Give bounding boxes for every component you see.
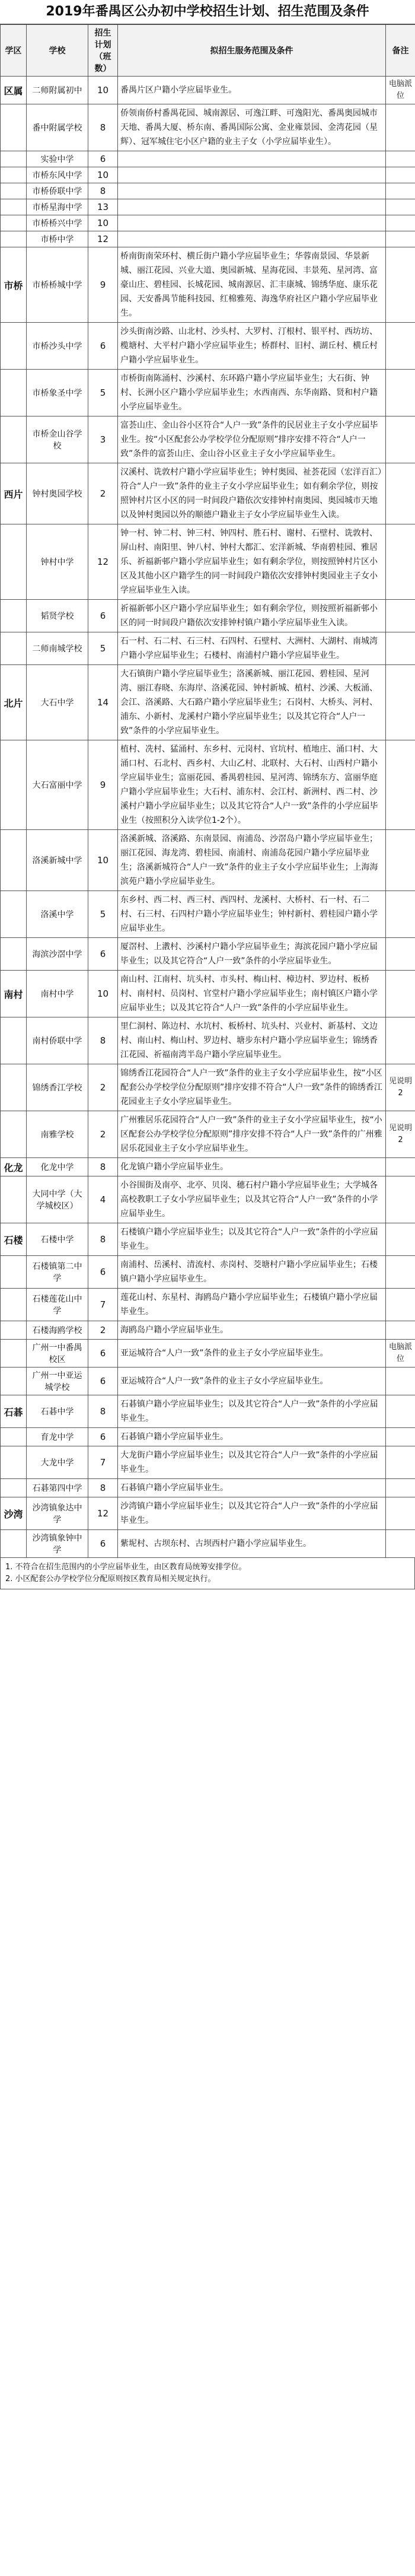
table-row xyxy=(1,891,415,938)
plan-cell: 12 xyxy=(88,1497,118,1530)
remark-cell xyxy=(386,891,415,938)
scope-cell: 广州雅居乐花园符合“人户一致”条件的业主子女小学应届毕业生，按“小区配套公办学校学位分配原则”排序安排不符合“人户一致”条件的广州雅居乐花园业主子女小学应届毕业生。 xyxy=(118,1111,386,1158)
remark-cell xyxy=(386,1367,415,1395)
table-row xyxy=(1,199,415,215)
district-cell xyxy=(1,830,27,891)
remark-cell: 电脑派位 xyxy=(386,1340,415,1367)
remark-cell xyxy=(386,463,415,524)
table-row xyxy=(1,1064,415,1111)
note-1: 1. 不符合在招生范围内的小学应届毕业生，由区教育局统筹安排学位。 xyxy=(5,1563,247,1572)
school-cell: 石楼中学 xyxy=(27,1223,88,1256)
district-cell xyxy=(1,167,27,183)
plan-cell: 5 xyxy=(88,370,118,416)
district-cell xyxy=(1,740,27,830)
district-cell: 化龙 xyxy=(1,1158,27,1176)
district-cell xyxy=(1,600,27,632)
district-cell xyxy=(1,1479,27,1497)
school-cell: 南村中学 xyxy=(27,971,88,1017)
plan-cell: 6 xyxy=(88,938,118,971)
scope-cell: 石楼镇户籍小学应届毕业生；以及其它符合“人户一致”条件的小学应届毕业生。 xyxy=(118,1223,386,1256)
table-row xyxy=(1,1158,415,1176)
remark-cell xyxy=(386,183,415,199)
table-body xyxy=(1,77,415,1558)
plan-cell: 7 xyxy=(88,1289,118,1321)
plan-cell: 10 xyxy=(88,215,118,231)
school-cell: 石楼海鸥学校 xyxy=(27,1321,88,1340)
table-row xyxy=(1,740,415,830)
scope-cell: 石碁镇户籍小学应届毕业生。 xyxy=(118,1479,386,1497)
table-row xyxy=(1,1111,415,1158)
school-cell: 实验中学 xyxy=(27,151,88,167)
school-cell: 南雅学校 xyxy=(27,1111,88,1158)
district-cell xyxy=(1,1530,27,1558)
plan-cell: 8 xyxy=(88,104,118,151)
scope-cell: 东乡村、西二村、西三村、西四村、龙溪村、大桥村、石一村、石二村、石三村、石四村户籍小学应届毕业生；钟村新村、碧桂园户籍小学应届毕业生。 xyxy=(118,891,386,938)
remark-cell: 电脑派位 xyxy=(386,77,415,104)
table-row xyxy=(1,632,415,665)
school-cell: 石楼莲花山中学 xyxy=(27,1289,88,1321)
table-row xyxy=(1,1367,415,1395)
school-cell: 海滨沙滘中学 xyxy=(27,938,88,971)
school-cell: 市桥东风中学 xyxy=(27,167,88,183)
scope-cell: 南山村、江南村、坑头村、市头村、梅山村、樟边村、罗边村、板桥村、南村村、员岗村、官堂村户籍小学应届毕业生；南村镇区户籍小学应届毕业生；以及其它符合“人户一致”条件的小学应届毕业生。 xyxy=(118,971,386,1017)
plan-cell: 8 xyxy=(88,1017,118,1064)
district-cell xyxy=(1,104,27,151)
plan-cell: 8 xyxy=(88,1479,118,1497)
notes xyxy=(0,1558,415,1589)
table-row xyxy=(1,1530,415,1558)
scope-cell: 南浦村、岳溪村、清流村、赤岗村、茭塘村户籍小学应届毕业生；石楼镇户籍小学应届毕业生。 xyxy=(118,1256,386,1289)
district-cell xyxy=(1,416,27,463)
remark-cell xyxy=(386,1223,415,1256)
plan-cell: 6 xyxy=(88,323,118,370)
district-cell: 西片 xyxy=(1,463,27,524)
remark-cell xyxy=(386,167,415,183)
page-title: 2019年番禺区公办初中学校招生计划、招生范围及条件 xyxy=(0,0,415,24)
table-row xyxy=(1,104,415,151)
remark-cell xyxy=(386,971,415,1017)
school-cell: 市桥星海中学 xyxy=(27,199,88,215)
table-row xyxy=(1,665,415,740)
remark-cell xyxy=(386,600,415,632)
table-row xyxy=(1,183,415,199)
remark-cell xyxy=(386,231,415,247)
school-cell: 大龙中学 xyxy=(27,1446,88,1479)
school-cell: 广州一中番禺校区 xyxy=(27,1340,88,1367)
district-cell xyxy=(1,323,27,370)
scope-cell: 汉溪村、诜敦村户籍小学应届毕业生；钟村奥园、祉荟花园（宏洋百汇）符合“人户一致”条件的业主子女小学应届毕业生；如有剩余学位，则按照钟村片区小区的同一时间段户籍依次安排钟村南奥园、奥园城市天地以及钟村奥园以外的顺德户籍业主子女小学应届毕业生入读。 xyxy=(118,463,386,524)
remark-cell xyxy=(386,104,415,151)
table-row xyxy=(1,1017,415,1064)
remark-cell xyxy=(386,416,415,463)
remark-cell xyxy=(386,323,415,370)
scope-cell: 里仁洞村、陈边村、水坑村、板桥村、坑头村、兴业村、新基村、文边村、南山村、梅山村、罗边村、塘步东村户籍小学应届毕业生；锦绣香江花园、祈福南湾半岛户籍小学应届毕业生。 xyxy=(118,1017,386,1064)
scope-cell: 洛溪新城、洛溪路、东南景园、南浦岛、沙滘岛户籍小学应届毕业生；丽江花园、海龙湾、碧桂园、南浦村、南浦岛花园户籍小学应届毕业生；洛溪新城符合“人户一致”条件的业主子女小学应届毕业生；上海海滨苑户籍小学应届毕业生。 xyxy=(118,830,386,891)
plan-cell: 2 xyxy=(88,1111,118,1158)
school-cell: 二师附属初中 xyxy=(27,77,88,104)
plan-cell: 10 xyxy=(88,830,118,891)
scope-cell: 化龙镇户籍小学应届毕业生。 xyxy=(118,1158,386,1176)
remark-cell: 见说明2 xyxy=(386,1064,415,1111)
district-cell xyxy=(1,632,27,665)
school-cell: 锦绣香江学校 xyxy=(27,1064,88,1111)
table-row xyxy=(1,416,415,463)
school-cell: 二师南城学校 xyxy=(27,632,88,665)
school-cell: 市桥中学 xyxy=(27,231,88,247)
district-cell xyxy=(1,1340,27,1367)
district-cell xyxy=(1,1176,27,1223)
plan-cell: 2 xyxy=(88,1321,118,1340)
table-row xyxy=(1,167,415,183)
scope-cell xyxy=(118,167,386,183)
remark-cell xyxy=(386,665,415,740)
scope-cell xyxy=(118,183,386,199)
table-row xyxy=(1,524,415,600)
scope-cell: 桥南街南荣环村、横丘街户籍小学应届毕业生；华蓉南景园、华景新城、丽江花园、兴业大道、奥园新城、星海花园、丰景苑、星河湾、富豪山庄、碧桂园、长城花园、城南源居、汇丰康城、锦绣华庭、康乐花园、天安番禺节能科技园、红棉雅苑、海逸华府社区户籍小学应届毕业生。 xyxy=(118,247,386,323)
district-cell xyxy=(1,1017,27,1064)
remark-cell xyxy=(386,1395,415,1428)
school-cell: 大石富丽中学 xyxy=(27,740,88,830)
table-row xyxy=(1,600,415,632)
school-cell: 大同中学（大学城校区） xyxy=(27,1176,88,1223)
table-row xyxy=(1,1256,415,1289)
school-cell: 沙湾镇象钟中学 xyxy=(27,1530,88,1558)
scope-cell: 莲花山村、东星村、海鸥岛户籍小学应届毕业生；石楼镇户籍小学应届毕业生。 xyxy=(118,1289,386,1321)
remark-cell xyxy=(386,740,415,830)
remark-cell xyxy=(386,1446,415,1479)
table-row xyxy=(1,1289,415,1321)
table-row xyxy=(1,215,415,231)
district-cell xyxy=(1,183,27,199)
school-cell: 钟村中学 xyxy=(27,524,88,600)
scope-cell: 番禺片区户籍小学应届毕业生。 xyxy=(118,77,386,104)
table-row xyxy=(1,971,415,1017)
plan-cell: 10 xyxy=(88,971,118,1017)
plan-cell: 10 xyxy=(88,167,118,183)
plan-cell: 8 xyxy=(88,183,118,199)
district-cell xyxy=(1,891,27,938)
table-row xyxy=(1,1223,415,1256)
plan-cell: 8 xyxy=(88,1395,118,1428)
plan-cell: 4 xyxy=(88,1176,118,1223)
scope-cell: 紫坭村、古坝东村、古坝西村户籍小学应届毕业生。 xyxy=(118,1530,386,1558)
remark-cell xyxy=(386,1017,415,1064)
scope-cell: 侨领南侨村番禺花园、城南源居、可逸江畔、可逸阳光、番禺奥园城市天地、番禺大厦、桥东南、番禺国际公寓、金业雍景园、金湾花园（星辉）、冠军城住宅小区户籍的业主子女（小学应届毕业生）。 xyxy=(118,104,386,151)
scope-cell xyxy=(118,231,386,247)
header-remark: 备注 xyxy=(386,25,415,77)
remark-cell xyxy=(386,1479,415,1497)
plan-cell: 6 xyxy=(88,1340,118,1367)
scope-cell: 亚运城符合“人户一致”条件的业主子女小学应届毕业生。 xyxy=(118,1340,386,1367)
remark-cell: 见说明2 xyxy=(386,1111,415,1158)
scope-cell: 石碁镇户籍小学应届毕业生；以及其它符合“人户一致”条件的小学应届毕业生。 xyxy=(118,1395,386,1428)
school-cell: 市桥沙头中学 xyxy=(27,323,88,370)
school-cell: 广州一中亚运城学校 xyxy=(27,1367,88,1395)
district-cell xyxy=(1,1256,27,1289)
remark-cell xyxy=(386,1176,415,1223)
scope-cell: 亚运城符合“人户一致”条件的业主子女小学应届毕业生。 xyxy=(118,1367,386,1395)
plan-cell: 6 xyxy=(88,1367,118,1395)
table-row xyxy=(1,1176,415,1223)
scope-cell: 钟一村、钟二村、钟三村、钟四村、胜石村、谢村、石壁村、诜敦村、屏山村、南阳里、钟八村、钟村大都汇、宏洋新城、华南碧桂园、雅居乐、祈福新邨户籍小学应届毕业生；如有剩余学位，则按照钟村片区小区及其他小区户籍学生的同一时间段户籍依次安排钟村奥园业主子女小学应届毕业生入读。 xyxy=(118,524,386,600)
school-cell: 化龙中学 xyxy=(27,1158,88,1176)
plan-cell: 14 xyxy=(88,665,118,740)
school-cell: 市桥侨联中学 xyxy=(27,183,88,199)
plan-cell: 3 xyxy=(88,416,118,463)
district-cell: 沙湾 xyxy=(1,1497,27,1530)
school-cell: 石碁中学 xyxy=(27,1395,88,1428)
district-cell: 区属 xyxy=(1,77,27,104)
table-row xyxy=(1,231,415,247)
remark-cell xyxy=(386,1497,415,1530)
district-cell xyxy=(1,524,27,600)
district-cell xyxy=(1,151,27,167)
remark-cell xyxy=(386,151,415,167)
district-cell xyxy=(1,231,27,247)
plan-cell: 5 xyxy=(88,891,118,938)
school-cell: 钟村奥园学校 xyxy=(27,463,88,524)
district-cell xyxy=(1,1064,27,1111)
remark-cell xyxy=(386,1158,415,1176)
scope-cell: 石碁镇户籍小学应届毕业生。 xyxy=(118,1428,386,1446)
scope-cell: 大龙街户籍小学应届毕业生；以及其它符合“人户一致”条件的小学应届毕业生。 xyxy=(118,1446,386,1479)
district-cell xyxy=(1,215,27,231)
plan-cell: 6 xyxy=(88,600,118,632)
scope-cell: 小谷围街及南亭、北亭、贝岗、穗石村户籍小学应届毕业生；大学城各高校教职工子女小学应届毕业生；以及其它符合“人户一致”条件的小学应届毕业生。 xyxy=(118,1176,386,1223)
remark-cell xyxy=(386,830,415,891)
remark-cell xyxy=(386,632,415,665)
plan-cell: 7 xyxy=(88,1446,118,1479)
school-cell: 市桥象圣中学 xyxy=(27,370,88,416)
table-row xyxy=(1,463,415,524)
school-cell: 大石中学 xyxy=(27,665,88,740)
district-cell xyxy=(1,1428,27,1446)
school-cell: 韬贤学校 xyxy=(27,600,88,632)
table-row xyxy=(1,1497,415,1530)
header-district: 学区 xyxy=(1,25,27,77)
district-cell xyxy=(1,1111,27,1158)
plan-cell: 12 xyxy=(88,524,118,600)
scope-cell: 沙湾镇户籍小学应届毕业生；以及其它符合“人户一致”条件的小学应届毕业生。 xyxy=(118,1497,386,1530)
remark-cell xyxy=(386,199,415,215)
school-cell: 番中附属学校 xyxy=(27,104,88,151)
district-cell xyxy=(1,1289,27,1321)
plan-cell: 9 xyxy=(88,740,118,830)
remark-cell xyxy=(386,1530,415,1558)
school-cell: 洛溪新城中学 xyxy=(27,830,88,891)
school-cell: 育龙中学 xyxy=(27,1428,88,1446)
district-cell: 石楼 xyxy=(1,1223,27,1256)
district-cell xyxy=(1,1367,27,1395)
plan-cell: 13 xyxy=(88,199,118,215)
scope-cell xyxy=(118,151,386,167)
table-row xyxy=(1,247,415,323)
table-row xyxy=(1,1446,415,1479)
district-cell: 北片 xyxy=(1,665,27,740)
scope-cell: 石一村、石二村、石三村、石四村、石壁村、大洲村、大湖村、南城湾户籍小学应届毕业生；石楼村、南浦村户籍小学应届毕业生。 xyxy=(118,632,386,665)
plan-cell: 12 xyxy=(88,231,118,247)
admission-table xyxy=(0,24,415,1558)
plan-cell: 6 xyxy=(88,1428,118,1446)
plan-cell: 6 xyxy=(88,1256,118,1289)
district-cell xyxy=(1,1446,27,1479)
table-row xyxy=(1,1395,415,1428)
plan-cell: 8 xyxy=(88,1223,118,1256)
scope-cell: 沙头街南沙路、山北村、沙头村、大罗村、汀根村、银平村、西坊坊、榄塘村、大平村户籍小学应届毕业生；桥群村、旧村、湖丘村、横丘村户籍小学应届毕业生。 xyxy=(118,323,386,370)
district-cell xyxy=(1,1321,27,1340)
plan-cell: 6 xyxy=(88,151,118,167)
table-row xyxy=(1,938,415,971)
remark-cell xyxy=(386,524,415,600)
plan-cell: 8 xyxy=(88,1158,118,1176)
remark-cell xyxy=(386,247,415,323)
school-cell: 石碁第四中学 xyxy=(27,1479,88,1497)
school-cell: 洛溪中学 xyxy=(27,891,88,938)
remark-cell xyxy=(386,1256,415,1289)
plan-cell: 9 xyxy=(88,247,118,323)
scope-cell: 祈福新邨小区户籍小学应届毕业生；如有剩余学位，则按照祈福新邨小区的同一时间段户籍依次安排钟村镇户籍小学应届毕业生入读。 xyxy=(118,600,386,632)
district-cell xyxy=(1,199,27,215)
header-plan: 招生计划（班数） xyxy=(88,25,118,77)
district-cell xyxy=(1,370,27,416)
district-cell: 南村 xyxy=(1,971,27,1017)
table-row xyxy=(1,151,415,167)
plan-cell: 10 xyxy=(88,77,118,104)
scope-cell: 锦绣香江花园符合“人户一致”条件的业主子女小学应届毕业生，按“小区配套公办学校学位分配原则”排序安排不符合“人户一致”条件的锦绣香江花园业主子女小学应届毕业生。 xyxy=(118,1064,386,1111)
scope-cell: 市桥街南陈涌村、沙溪村、东环路户籍小学应届毕业生；大石街、钟村、长洲小区户籍小学应届毕业生；水西南西、东华南路、贤和村户籍小学应届毕业生。 xyxy=(118,370,386,416)
header-school: 学校 xyxy=(27,25,88,77)
plan-cell: 6 xyxy=(88,1530,118,1558)
scope-cell xyxy=(118,199,386,215)
plan-cell: 5 xyxy=(88,632,118,665)
remark-cell xyxy=(386,1289,415,1321)
scope-cell: 大石镇街户籍小学应届毕业生；洛溪新城、丽江花园、碧桂园、星河湾、丽江春晓、东海岸、洛溪花园、钟村新城、植村、沙溪、大板涌、会江、洛溪路、大石路户籍小学应届毕业生；石岗村、大桥头、河村、浦东、小新村、龙溪村户籍小学应届毕业生；以及其它符合“人户一致”条件的小学应届毕业生。 xyxy=(118,665,386,740)
scope-cell: 植村、冼村、猛涌村、东乡村、元岗村、官坑村、植地庄、涌口村、大涌口村、石北村、西乡村、大山乙村、北联村、大石村、山西村户籍小学应届毕业生；富丽花园、番禺碧桂园、星河湾、锦绣东方、富丽华庭户籍小学应届毕业生；大石村、浦东村、会江村、新洲村、西二村、沙溪村户籍小学应届毕业生；以及其它符合“人户一致”条件的小学应届毕业生（按照积分入读学位1-2个）。 xyxy=(118,740,386,830)
table-row xyxy=(1,1428,415,1446)
header-scope: 拟招生服务范围及条件 xyxy=(118,25,386,77)
scope-cell: 富荟山庄、金山谷小区符合“人户一致”条件的民居业主子女小学应届毕业生。按“小区配套公办学校学位分配原则”排序安排不符合“人户一致”条件的富荟山庄、金山谷小区业主子女小学应届毕业生。 xyxy=(118,416,386,463)
district-cell: 石碁 xyxy=(1,1395,27,1428)
table-header-row xyxy=(1,25,415,77)
table-row xyxy=(1,1479,415,1497)
district-cell xyxy=(1,938,27,971)
table-row xyxy=(1,77,415,104)
remark-cell xyxy=(386,1321,415,1340)
table-row xyxy=(1,370,415,416)
plan-cell: 2 xyxy=(88,1064,118,1111)
remark-cell xyxy=(386,1428,415,1446)
school-cell: 沙湾镇象达中学 xyxy=(27,1497,88,1530)
school-cell: 石楼镇第二中学 xyxy=(27,1256,88,1289)
school-cell: 市桥桥城中学 xyxy=(27,247,88,323)
remark-cell xyxy=(386,938,415,971)
school-cell: 市桥金山谷学校 xyxy=(27,416,88,463)
remark-cell xyxy=(386,370,415,416)
scope-cell: 海鸥岛户籍小学应届毕业生。 xyxy=(118,1321,386,1340)
scope-cell xyxy=(118,215,386,231)
school-cell: 市桥桥兴中学 xyxy=(27,215,88,231)
table-row xyxy=(1,323,415,370)
school-cell: 南村侨联中学 xyxy=(27,1017,88,1064)
remark-cell xyxy=(386,215,415,231)
table-row xyxy=(1,830,415,891)
table-row xyxy=(1,1340,415,1367)
district-cell: 市桥 xyxy=(1,247,27,323)
note-2: 2. 小区配套公办学校学位分配原则按区教育局相关规定执行。 xyxy=(5,1575,216,1583)
table-row xyxy=(1,1321,415,1340)
scope-cell: 厦滘村、上漖村、沙溪村户籍小学应届毕业生；海滨花园户籍小学应届毕业生；以及其它符合“人户一致”条件的小学应届毕业生。 xyxy=(118,938,386,971)
plan-cell: 2 xyxy=(88,463,118,524)
